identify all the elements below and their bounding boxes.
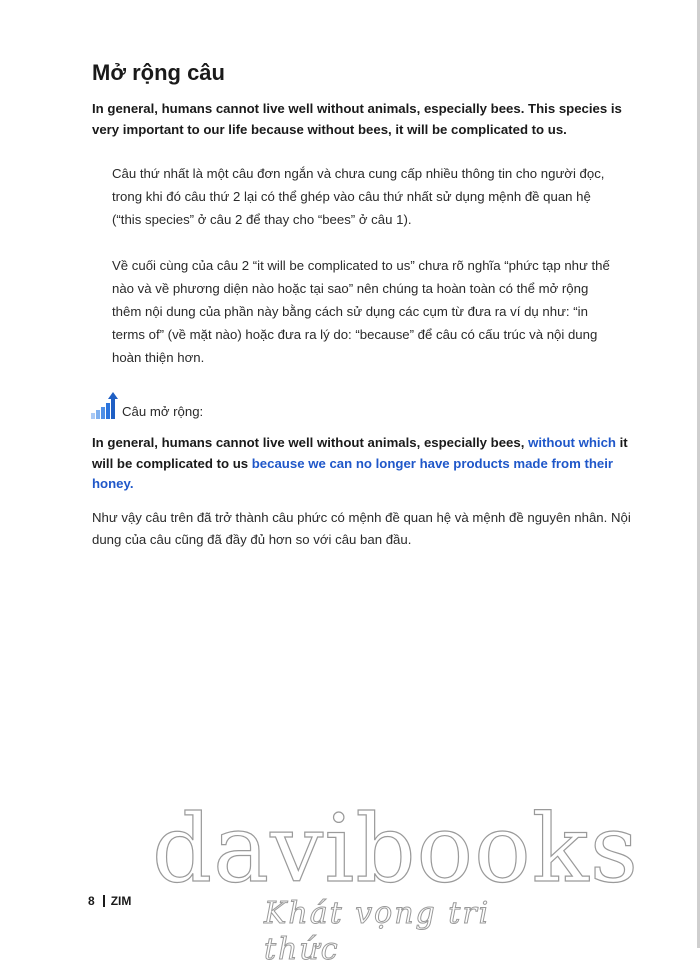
expanded-sentence [92,433,632,495]
analysis-paragraph-2: Về cuối cùng của câu 2 “it will be complicated to us” chưa rõ nghĩa “phức tạp như thế nào và về phương diện nào hoặc tại sao” nên chúng ta hoàn toàn có thể mở rộng thêm nội dung của phần này bằng cách sử dụng các cụm từ đưa ra ví dụ như: “in terms of” (về mặt nào) hoặc đưa ra lý do: “because” để câu có cấu trúc và nội dung hoàn thiện hơn. [112,258,610,365]
growth-chart-arrow-icon [90,392,118,420]
watermark [152,795,639,967]
watermark-brand: davibooks [152,795,639,904]
conclusion-paragraph: Như vậy câu trên đã trở thành câu phức có mệnh đề quan hệ và mệnh đề nguyên nhân. Nội dung của câu cũng đã đầy đủ hơn so với câu ban đầu. [92,510,631,547]
expanded-highlight-cause-clause: because we can no longer have products made from their honey. [92,455,614,491]
expanded-sentence-header [90,392,203,420]
analysis-paragraph-1: Câu thứ nhất là một câu đơn ngắn và chưa cung cấp nhiều thông tin cho người đọc, trong khi đó câu thứ 2 lại có thể ghép vào câu thứ nhất sử dụng mệnh đề quan hệ (“this species” ở câu 2 để thay cho “bees” ở câu 1). [112,166,605,227]
footer-brand: ZIM [110,894,132,908]
section-title: Mở rộng câu [92,60,225,85]
expanded-sentence-label: Câu mở rộng: [122,404,204,419]
footer-divider [103,895,105,907]
page-footer [88,894,131,908]
watermark-slogan: Khát vọng tri thức [264,896,491,967]
expanded-highlight-relative-clause: without which [528,435,616,450]
original-sentence: In general, humans cannot live well without animals, especially bees. This species is very important to our life because without bees, it will be complicated to us. [92,101,622,137]
expanded-part-3: it will be complicated to us [92,435,628,471]
page-number: 8 [88,894,95,908]
expanded-part-1: In general, humans cannot live well without animals, especially bees, [92,435,529,450]
